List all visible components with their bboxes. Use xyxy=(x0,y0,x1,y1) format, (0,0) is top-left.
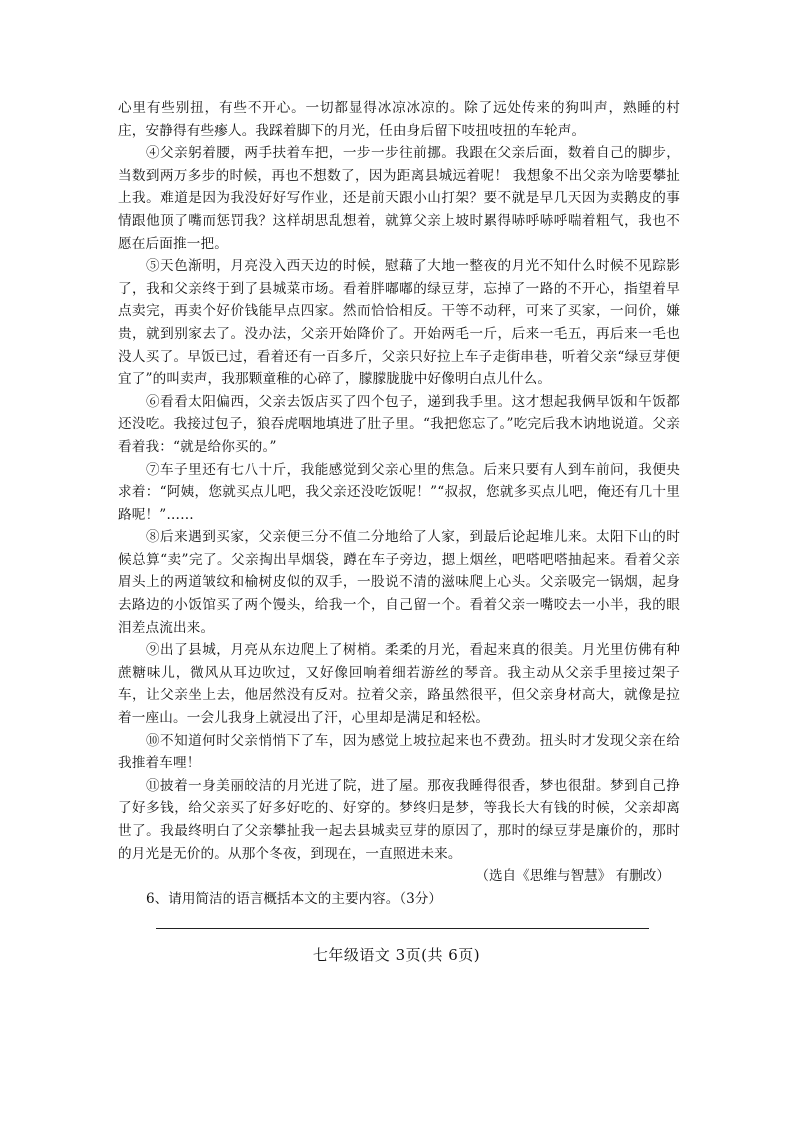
source-citation: （选自《思维与智慧》 有删改） xyxy=(475,868,670,885)
paragraph-7: ⑦车子里还有七八十斤，我能感觉到父亲心里的焦急。后来只要有人到车前问，我便央求着：“阿姨，您就买点儿吧，我父亲还没吃饭呢！”“叔叔，您就多买点儿吧，俺还有几十里路呢！”…… xyxy=(118,461,680,523)
footer-divider xyxy=(156,928,649,929)
paragraph-continuation: 心里有些别扭，有些不开心。一切都显得冰凉冰凉的。除了远处传来的狗叫声，熟睡的村庄，安静得有些瘆人。我踩着脚下的月光，任由身后留下吱扭吱扭的车轮声。 xyxy=(118,100,680,139)
paragraph-5: ⑤天色渐明，月亮没入西天边的时候，慰藉了大地一整夜的月光不知什么时候不见踪影了，我和父亲终于到了县城菜市场。看着胖嘟嘟的绿豆芽，忘掉了一路的不开心，指望着早点卖完，再卖个好价钱能早点四家。然而恰恰相反。干等不动秤，可来了买家，一问价，嫌贵，就到别家去了。没办法，父亲开始降价了。开始两毛一斤，后来一毛五，再后来一毛也没人买了。早饭已过，看着还有一百多斤，父亲只好拉上车子走街串巷，听着父亲“绿豆芽便宜了”的叫卖声，我那颗童稚的心碎了，朦朦胧胧中好像明白点儿什么。 xyxy=(118,258,680,388)
paragraph-6: ⑥看看太阳偏西，父亲去饭店买了四个包子，递到我手里。这才想起我俩早饭和午饭都还没吃。我接过包子，狼吞虎咽地填进了肚子里。“我把您忘了。”吃完后我木讷地说道。父亲看着我：“就是给你买的。” xyxy=(118,393,680,455)
paragraph-4: ④父亲躬着腰，两手扶着车把，一步一步往前挪。我跟在父亲后面，数着自己的脚步，当数到两万多步的时候，再也不想数了，因为距离县城远着呢！ 我想象不出父亲为啥要攀扯上我。难道是因为我没好好写作业，还是前天跟小山打架？要不就是早几天因为卖鹅皮的事情跟他顶了嘴而惩罚我？这样胡思乱想着，就算父亲上坡时累得哧呼哧呼喘着粗气，我也不愿在后面推一把。 xyxy=(118,145,680,252)
question-6: 6、请用简洁的语言概括本文的主要内容。（3分） xyxy=(146,890,442,907)
paragraph-8: ⑧后来遇到买家，父亲便三分不值二分地给了人家，到最后论起堆儿来。太阳下山的时候总算“卖”完了。父亲掏出旱烟袋，蹲在车子旁边，摁上烟丝，吧嗒吧嗒抽起来。看着父亲眉头上的两道皱纹和榆树皮似的双手，一股说不清的滋味爬上心头。父亲吸完一锅烟，起身去路边的小饭馆买了两个馒头，给我一个，自己留一个。看着父亲一嘴咬去一小半，我的眼泪差点流出来。 xyxy=(118,529,680,636)
page-footer: 七年级语文 3页(共 6页) xyxy=(312,946,481,964)
paragraph-10: ⑩不知道何时父亲悄悄下了车，因为感觉上坡拉起来也不费劲。扭头时才发现父亲在给我推着车哩！ xyxy=(118,732,680,772)
passage-body xyxy=(118,97,680,910)
paragraph-11: ⑪披着一身美丽皎洁的月光进了院，进了屋。那夜我睡得很香，梦也很甜。梦到自己挣了好多钱，给父亲买了好多好吃的、好穿的。梦终归是梦，等我长大有钱的时候，父亲却离世了。我最终明白了父亲攀扯我一起去县城卖豆芽的原因了，那时的绿豆芽是廉价的，那时的月光是无价的。从那个冬夜，到现在，一直照进未来。 xyxy=(118,777,680,862)
paragraph-9: ⑨出了县城，月亮从东边爬上了树梢。柔柔的月光，看起来真的很美。月光里仿佛有种蔗糖味儿，微风从耳边吹过，又好像回响着细若游丝的琴音。我主动从父亲手里接过架子车，让父亲坐上去，他居然没有反对。拉着父亲，路虽然很平，但父亲身材高大，就像是拉着一座山。一会儿我身上就浸出了汗，心里却是满足和轻松。 xyxy=(118,642,680,727)
